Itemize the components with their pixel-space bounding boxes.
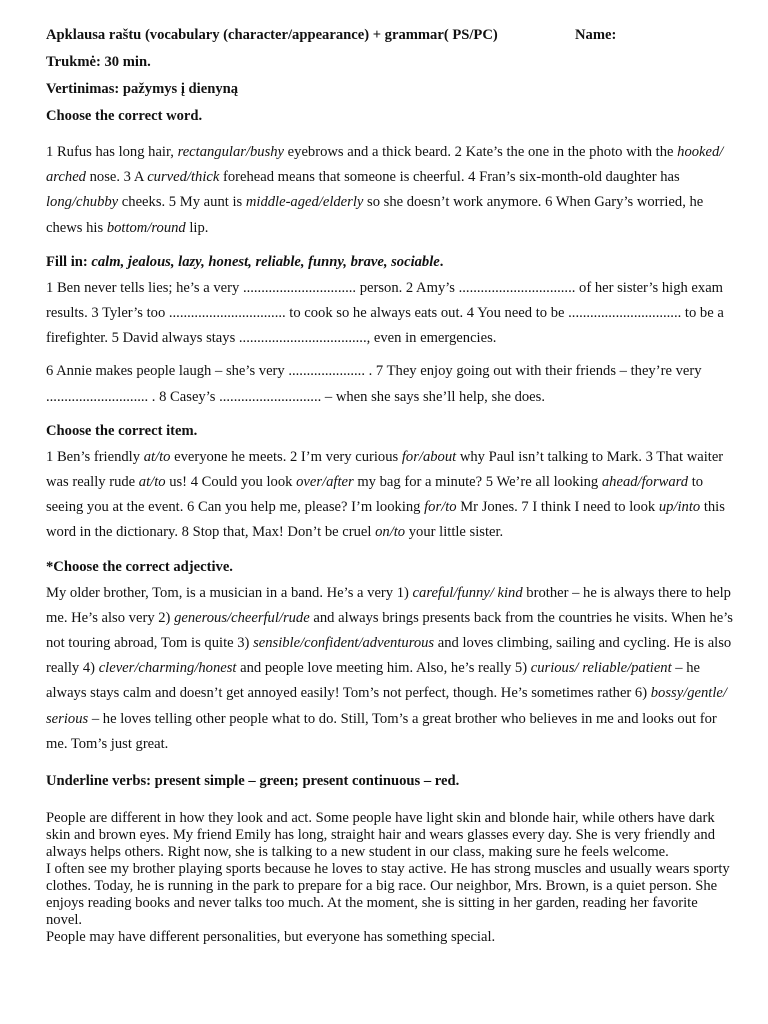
text-run: 1 Ben’s friendly [46,448,144,465]
worksheet-title-text: Apklausa raštu (vocabulary (character/appearance) + grammar( PS/PC) [46,27,498,43]
section4-heading: *Choose the correct adjective. [46,558,233,575]
text-run: eyebrows and a thick beard. 2 Kate’s the one in the photo with the [284,144,678,160]
italic-option: hooked/ arched [46,144,724,186]
italic-option: bottom/round [106,219,186,236]
grading-line: Vertinimas: pažymys į dienyną [46,81,239,97]
italic-option: ahead/forward [601,474,689,491]
text-run: – he loves telling other people what to do. Still, Tom’s a great brother who believes in me and looks out for me. Tom’s just great. [46,710,717,752]
section2-paragraph-1 [46,276,736,352]
worksheet-title [46,22,736,49]
text-run: brother – he is always there to help me. He’s also very 2) [46,584,731,626]
text-run: everyone he meets. 2 I’m very curious [170,448,402,465]
bold-text: . [439,253,444,270]
italic-option: on/to [375,524,406,541]
text-run: to seeing you at the event. 6 Can you help me, please? I’m looking [46,474,704,516]
italic-option: over/after [296,474,354,491]
text-run: Mr Jones. 7 I think I need to look [456,499,659,516]
section4-paragraph [46,581,736,757]
italic-option: for/about [401,448,457,465]
italic-option: for/to [424,499,457,516]
section1-heading: Choose the correct word. [46,108,203,124]
italic-option: careful/funny/ kind [412,584,523,601]
italic-option: rectangular/bushy [177,144,285,160]
text-run: my bag for a minute? 5 We’re all looking [353,474,602,491]
text-run: so she doesn’t work anymore. 6 When Gary’s worried, he chews his [46,194,704,236]
text-run: 6 Annie makes people laugh – she’s very ..................... . 7 They enjoy going out with their friends – they’re very ............................ . 8 Casey’s ............................ – when she says she’ll help, she does. [46,363,702,405]
italic-option: curious/ reliable/patient [530,660,672,677]
section5-paragraph-1: People are different in how they look and act. Some people have light skin and blonde hair, while others have dark skin and brown eyes. My friend Emily has long, straight hair and wears glasses every day. She is very friendly and always helps others. Right now, she is talking to a new student in our class, making sure he feels welcome. [46,810,715,861]
text-run: forehead means that someone is cheerful. 4 Fran’s six-month-old daughter has [219,169,680,186]
worksheet-page [46,22,736,946]
text-run: 1 Rufus has long hair, [46,144,178,160]
text-run: why Paul isn’t talking to Mark. 3 That waiter was really rude [46,448,724,491]
italic-option: clever/charming/honest [98,660,237,677]
text-run: this word in the dictionary. 8 Stop that, Max! Don’t be cruel [46,499,725,541]
text-run: and always brings presents back from the countries he visits. When he’s not touring abroad, Tom is quite 3) [46,609,733,652]
italic-option: long/chubby [46,194,119,211]
text-run: – he always stays calm and doesn’t get annoyed easily! Tom’s not perfect, though. He’s sometimes rather 6) [46,660,701,702]
text-run: us! 4 Could you look [165,474,297,491]
italic-option: curved/thick [147,169,220,186]
duration-line: Trukmė: 30 min. [46,54,151,70]
section5-paragraph-2: I often see my brother playing sports because he loves to stay active. He has strong muscles and usually wears sporty clothes. Today, he is running in the park to prepare for a big race. Our neighbor, Mrs. Brown, is a quiet person. She enjoys reading books and never talks too much. At the moment, she is sitting in her garden, reading her favorite novel. [46,861,730,929]
name-label: Name: [575,27,617,43]
italic-option: bossy/gentle/ serious [46,685,727,727]
text-run: and people love meeting him. Also, he’s really 5) [236,660,531,677]
section5-heading: Underline verbs: present simple – green; present continuous – red. [46,773,460,790]
text-run: 1 Ben never tells lies; he’s a very ............................... person. 2 Amy’s ................................ of her sister’s high exam results. 3 Tyler’s too ................................ to cook so he always eats out. 4 You need to be ............................... to be a firefighter. 5 David always stays ..................................., even in emergencies. [46,279,724,347]
italic-option: middle-aged/elderly [245,194,364,211]
text-run: your little sister. [405,524,504,541]
bold-text: Fill in: [46,253,92,270]
italic-option: generous/cheerful/rude [174,609,310,626]
text-run: nose. 3 A [85,169,148,186]
italic-option: up/into [658,499,701,516]
italic-option: at/to [138,474,166,491]
text-run: and loves climbing, sailing and cycling. He is also really 4) [46,635,732,677]
section3-heading: Choose the correct item. [46,422,198,439]
text-run: My older brother, Tom, is a musician in a band. He’s a very 1) [46,584,413,601]
text-run: cheeks. 5 My aunt is [118,194,246,211]
italic-option: at/to [143,448,171,465]
section2-paragraph-2 [46,359,736,409]
italic-option: sensible/confident/adventurous [253,635,435,652]
word-bank: calm, jealous, lazy, honest, reliable, funny, brave, sociable [91,253,440,270]
section5-paragraph-3: People may have different personalities, but everyone has something special. [46,929,496,946]
text-run: lip. [185,219,209,236]
section3-paragraph [46,445,736,546]
section1-paragraph [46,140,736,241]
section2-heading [46,249,736,276]
